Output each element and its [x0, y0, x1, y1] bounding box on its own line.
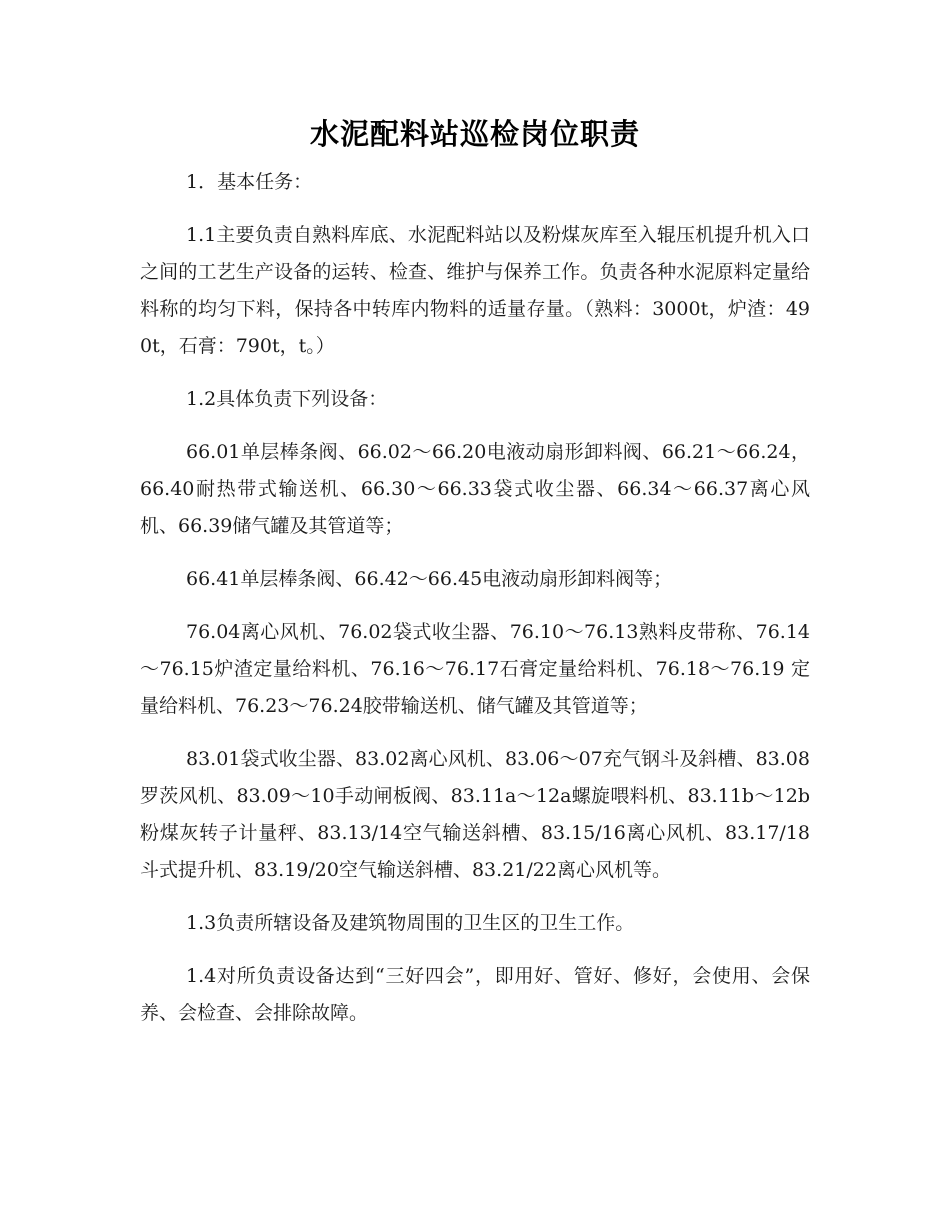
paragraph-1-1: 1.1主要负责自熟料库底、水泥配料站以及粉煤灰库至入辊压机提升机入口之间的工艺生产设备的运转、检查、维护与保养工作。负责各种水泥原料定量给料称的均匀下料，保持各中转库内物料的适量存量。（熟料：3000t，炉渣：490t，石膏：790t，t。）	[140, 224, 810, 357]
paragraph-1-3: 1.3负责所辖设备及建筑物周围的卫生区的卫生工作。	[186, 912, 635, 934]
paragraph-equipment-66-b: 66.41单层棒条阀、66.42～66.45电液动扇形卸料阀等；	[186, 568, 673, 590]
paragraph-1-4: 1.4对所负责设备达到“三好四会”，即用好、管好、修好，会使用、会保养、会检查、会排除故障。	[140, 965, 810, 1024]
paragraph-equipment-83: 83.01袋式收尘器、83.02离心风机、83.06～07充气钢斗及斜槽、83.08罗茨风机、83.09～10手动闸板阀、83.11a～12a螺旋喂料机、83.11b～12b粉煤灰转子计量秤、83.13/14空气输送斜槽、83.15/16离心风机、83.17/18斗式提升机、83.19/20空气输送斜槽、83.21/22离心风机等。	[140, 748, 810, 881]
document-body	[140, 164, 810, 1048]
paragraph-basic-task: 1．基本任务：	[186, 171, 313, 193]
document-title: 水泥配料站巡检岗位职责	[309, 117, 640, 151]
paragraph-equipment-66-a: 66.01单层棒条阀、66.02～66.20电液动扇形卸料阀、66.21～66.24，66.40耐热带式输送机、66.30～66.33袋式收尘器、66.34～66.37离心风机、66.39储气罐及其管道等；	[140, 441, 810, 537]
paragraph-1-2: 1.2具体负责下列设备：	[186, 388, 388, 410]
paragraph-equipment-76: 76.04离心风机、76.02袋式收尘器、76.10～76.13熟料皮带称、76.14～76.15炉渣定量给料机、76.16～76.17石膏定量给料机、76.18～76.19 定量给料机、76.23～76.24胶带输送机、储气罐及其管道等；	[140, 621, 810, 717]
